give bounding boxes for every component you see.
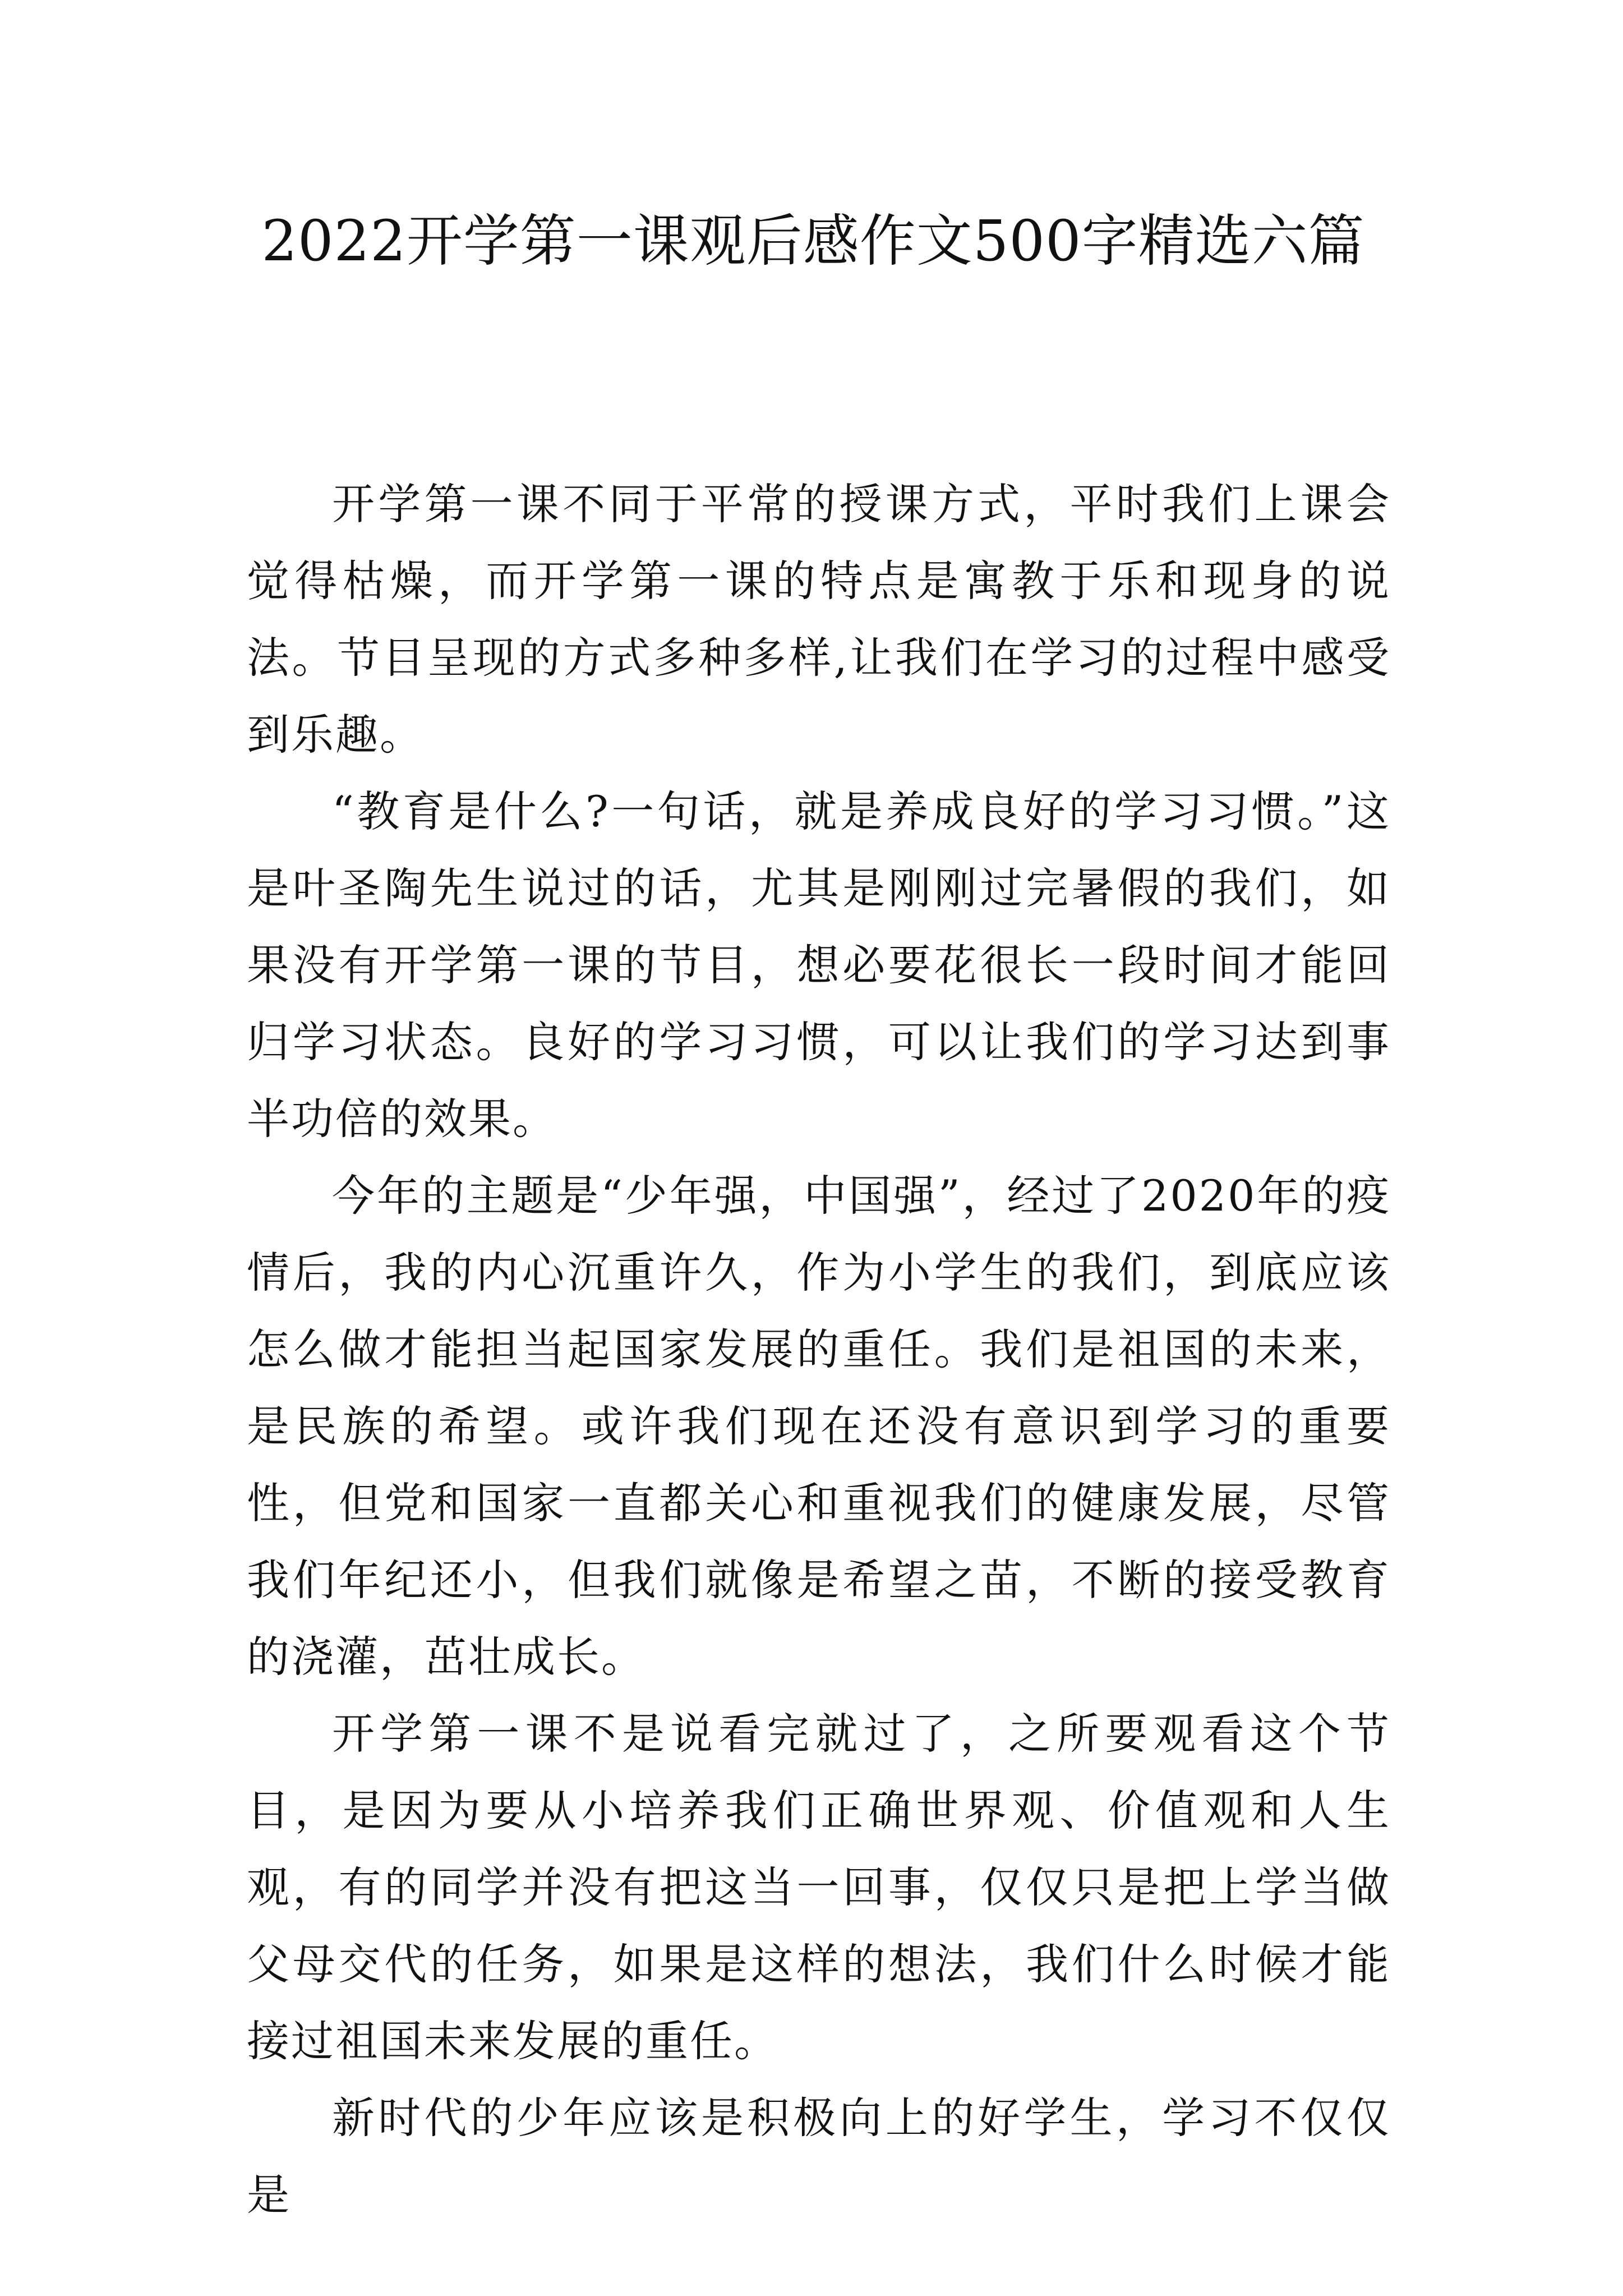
paragraph-2: “教育是什么?一句话，就是养成良好的学习习惯。”这是叶圣陶先生说过的话，尤其是刚刚过完暑假的我们，如果没有开学第一课的节目，想必要花很长一段时间才能回归学习状态。良好的学习习惯，可以让我们的学习达到事半功倍的效果。 bbox=[247, 786, 1391, 1144]
paragraph-3: 今年的主题是“少年强，中国强”，经过了2020年的疫情后，我的内心沉重许久，作为小学生的我们，到底应该怎么做才能担当起国家发展的重任。我们是祖国的未来，是民族的希望。或许我们现在还没有意识到学习的重要性，但党和国家一直都关心和重视我们的健康发展，尽管我们年纪还小，但我们就像是希望之苗，不断的接受教育的浇灌，茁壮成长。 bbox=[247, 1171, 1391, 1682]
paragraph-4: 开学第一课不是说看完就过了，之所要观看这个节目，是因为要从小培养我们正确世界观、价值观和人生观，有的同学并没有把这当一回事，仅仅只是把上学当做父母交代的任务，如果是这样的想法，我们什么时候才能接过祖国未来发展的重任。 bbox=[247, 1709, 1391, 2066]
paragraph-5: 新时代的少年应该是积极向上的好学生，学习不仅仅是 bbox=[247, 2093, 1391, 2220]
paragraph-1: 开学第一课不同于平常的授课方式，平时我们上课会觉得枯燥，而开学第一课的特点是寓教于乐和现身的说法。节目呈现的方式多种多样,让我们在学习的过程中感受到乐趣。 bbox=[247, 479, 1391, 760]
document-title: 2022开学第一课观后感作文500字精选六篇 bbox=[261, 208, 1365, 274]
document-body bbox=[247, 466, 1391, 2233]
